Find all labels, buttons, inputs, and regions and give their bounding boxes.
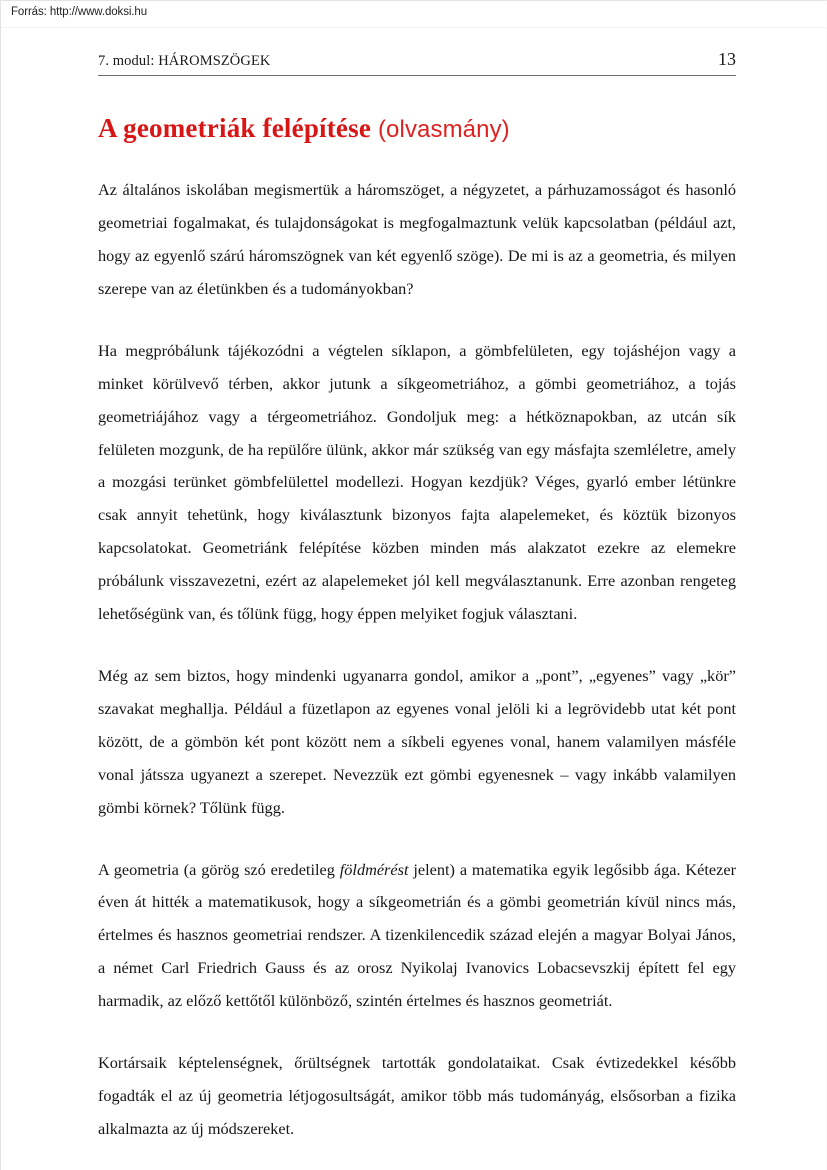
history-text-after: jelent) a matematika egyik legősibb ága. Kétezer éven át hitték a matematikusok, hogy a síkgeometrián és a gömbi geometrián kívül nincs más, értelmes és hasznos geometriai rendszer. A tizenkilencedik század elején a magyar Bolyai János, a német Carl Friedrich Gauss és az orosz Nyikolaj Ivanovics Lobacsevszkij épített fel egy harmadik, az előző kettőtől különböző, szintén értelmes és hasznos geometriát. — [98, 859, 737, 1011]
module-title: 7. modul: HÁROMSZÖGEK — [98, 53, 271, 69]
history-italic-term: földmérést — [339, 859, 409, 879]
running-head — [98, 49, 736, 76]
article-body — [98, 174, 736, 1146]
paragraph-orientation: Ha megpróbálunk tájékozódni a végtelen síklapon, a gömbfelületen, egy tojáshéjon vagy a minket körülvevő térben, akkor jutunk a síkgeometriához, a gömbi geometriához, a tojás geometriájához vagy a térgeometriához. Gondoljuk meg: a hétköznapokban, az utcán sík felületen mozgunk, de ha repülőre ülünk, akkor már szükség van egy másfajta szemléletre, amely a mozgási terünket gömbfelülettel modellezi. Hogyan kezdjük? Véges, gyarló ember létünkre csak annyit tehetünk, hogy kiválasztunk bizonyos fajta alapelemeket, és köztük bizonyos kapcsolatokat. Geometriánk felépítése közben minden más alakzatot ezekre az elemekre próbálunk visszavezetni, ezért az alapelemeket jól kell megválasztanunk. Erre azonban rengeteg lehetőségünk van, és tőlünk függ, hogy éppen melyiket fogjuk választani. — [98, 340, 736, 624]
paragraph-words: Még az sem biztos, hogy mindenki ugyanarra gondol, amikor a „pont”, „egyenes” vagy „kör” szavakat meghallja. Például a füzetlapon az egyenes vonal jelöli ki a legrövidebb utat két pont között, de a gömbön két pont között nem a síkbeli egyenes vonal, hanem valamilyen másféle vonal játssza ugyanezt a szerepet. Nevezzük ezt gömbi egyenesnek – vagy inkább valamilyen gömbi körnek? Tőlünk függ. — [98, 665, 736, 817]
article-title — [98, 109, 736, 144]
paragraph-history — [98, 854, 736, 1019]
page-content — [98, 49, 736, 1146]
article-title-subtitle: (olvasmány) — [377, 116, 510, 143]
source-banner — [1, 1, 826, 28]
page-number: 13 — [718, 49, 736, 69]
history-text-before: A geometria (a görög szó eredetileg — [98, 859, 340, 879]
paragraph-intro: Az általános iskolában megismertük a háromszöget, a négyzetet, a párhuzamosságot és hasonló geometriai fogalmakat, és tulajdonságokat is megfogalmaztunk velük kapcsolatban (például azt, hogy az egyenlő szárú háromszögnek van két egyenlő szöge). De mi is az a geometria, és milyen szerepe van az életünkben és a tudományokban? — [98, 180, 736, 298]
article-title-main: A geometriák felépítése — [98, 113, 372, 143]
paragraph-reception: Kortársaik képtelenségnek, őrültségnek tartották gondolataikat. Csak évtizedekkel később fogadták el az új geometria létjogosultságát, amikor több más tudományág, elsősorban a fizika alkalmazta az új módszereket. — [98, 1053, 736, 1138]
source-url-text: Forrás: http://www.doksi.hu — [11, 6, 147, 18]
